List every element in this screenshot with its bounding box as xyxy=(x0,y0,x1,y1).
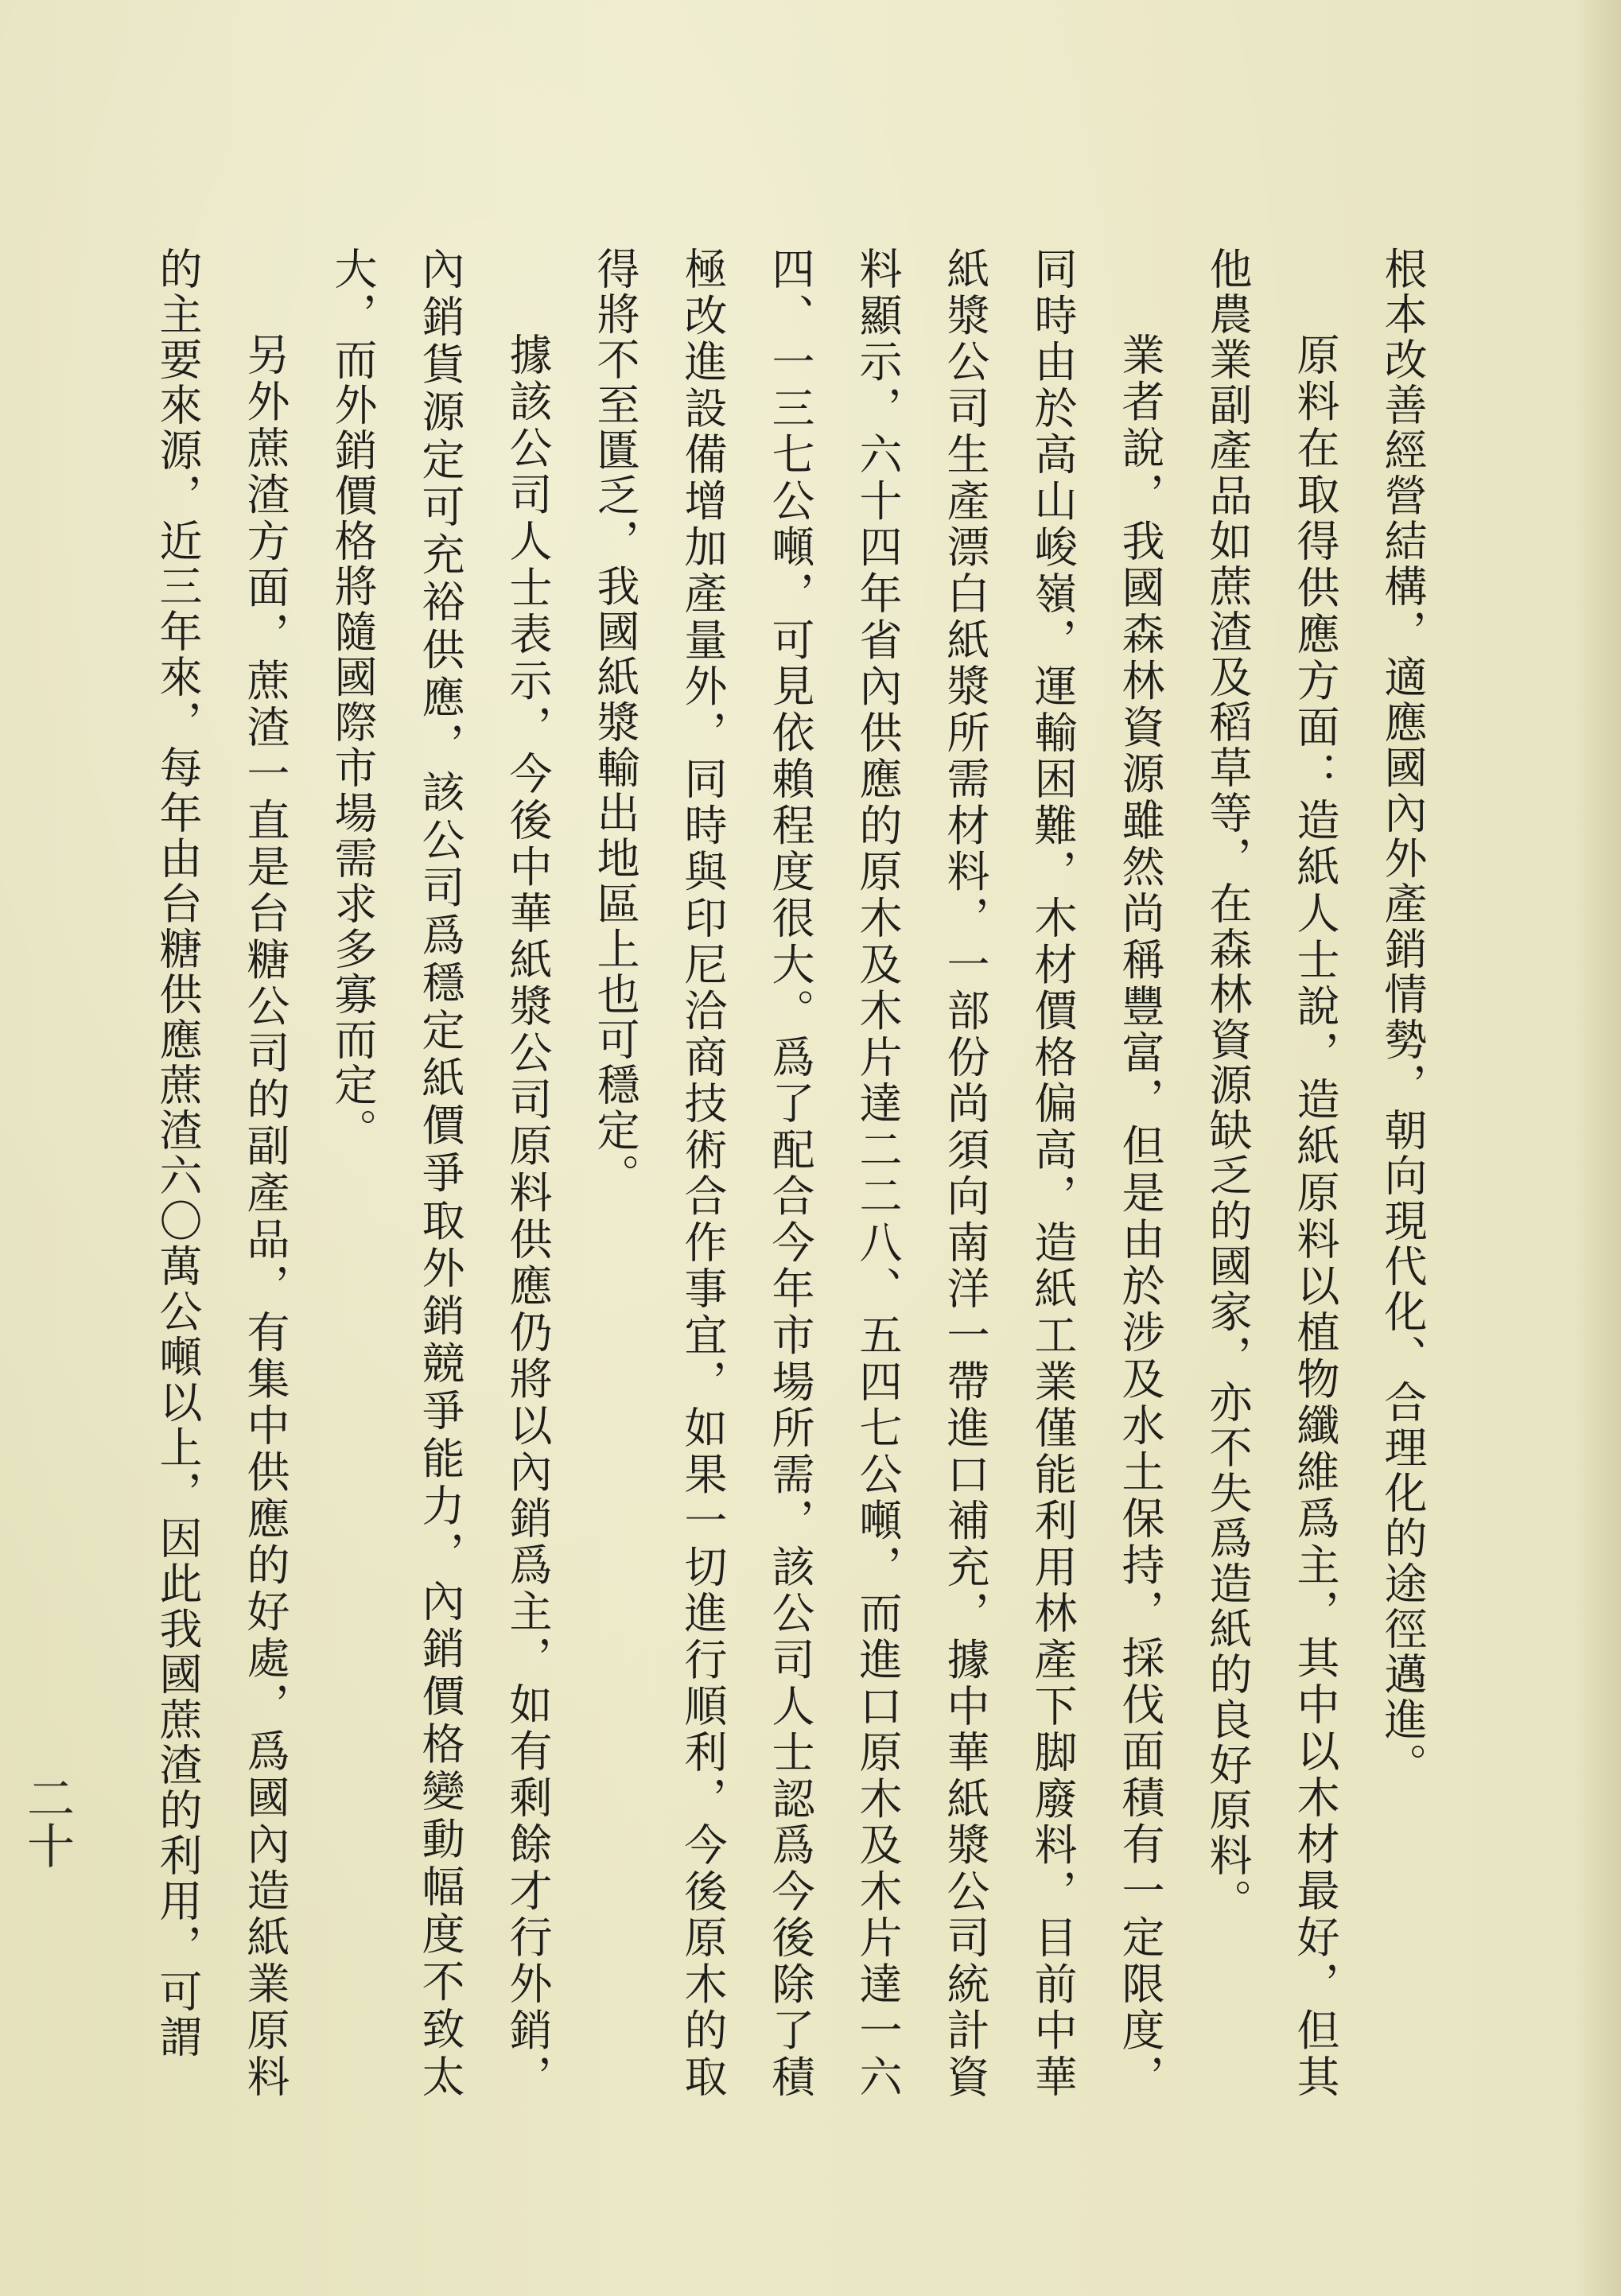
paragraph-4: 據該公司人士表示，今後中華紙漿公司原料供應仍將以內銷爲主，如有剩餘才行外銷，內銷貨源定可充裕供應，該公司爲穩定紙價爭取外銷競爭能力，內銷價格變動幅度不致太大，而外銷價格將隨國際市場需求多寡而定。 xyxy=(328,247,553,2100)
paragraph-5: 另外蔗渣方面，蔗渣一直是台糖公司的副產品，有集中供應的好處，爲國內造紙業原料的主要來源，近三年來，每年由台糖供應蔗渣六〇萬公噸以上，因此我國蔗渣的利用，可謂 xyxy=(153,247,290,2100)
paragraph-2: 原料在取得供應方面：造紙人士說，造紙原料以植物纖維爲主，其中以木材最好，但其他農業副產品如蔗渣及稻草等，在森林資源缺乏的國家，亦不失爲造紙的良好原料。 xyxy=(1203,247,1340,2100)
body-text xyxy=(134,247,1446,2100)
page-edge-shadow xyxy=(1573,0,1621,2296)
paragraph-1: 根本改善經營結構，適應國內外產銷情勢，朝向現代化、合理化的途徑邁進。 xyxy=(1378,247,1428,1788)
page-number: 二十 xyxy=(19,1773,75,1869)
paragraph-3: 業者說，我國森林資源雖然尚稱豐富，但是由於涉及水土保持，採伐面積有一定限度，同時由於高山峻嶺，運輸困難，木材價格偏高，造紙工業僅能利用林產下脚廢料，目前中華紙漿公司生產漂白紙漿所需材料，一部份尚須向南洋一帶進口補充，據中華紙漿公司統計資料顯示，六十四年省內供應的原木及木片達二二八、五四七公噸，而進口原木及木片達一六四、一三七公噸，可見依賴程度很大。爲了配合今年市場所需，該公司人士認爲今後除了積極改進設備增加產量外，同時與印尼洽商技術合作事宜，如果一切進行順利，今後原木的取得將不至匱乏，我國紙漿輸出地區上也可穩定。 xyxy=(590,247,1165,2100)
